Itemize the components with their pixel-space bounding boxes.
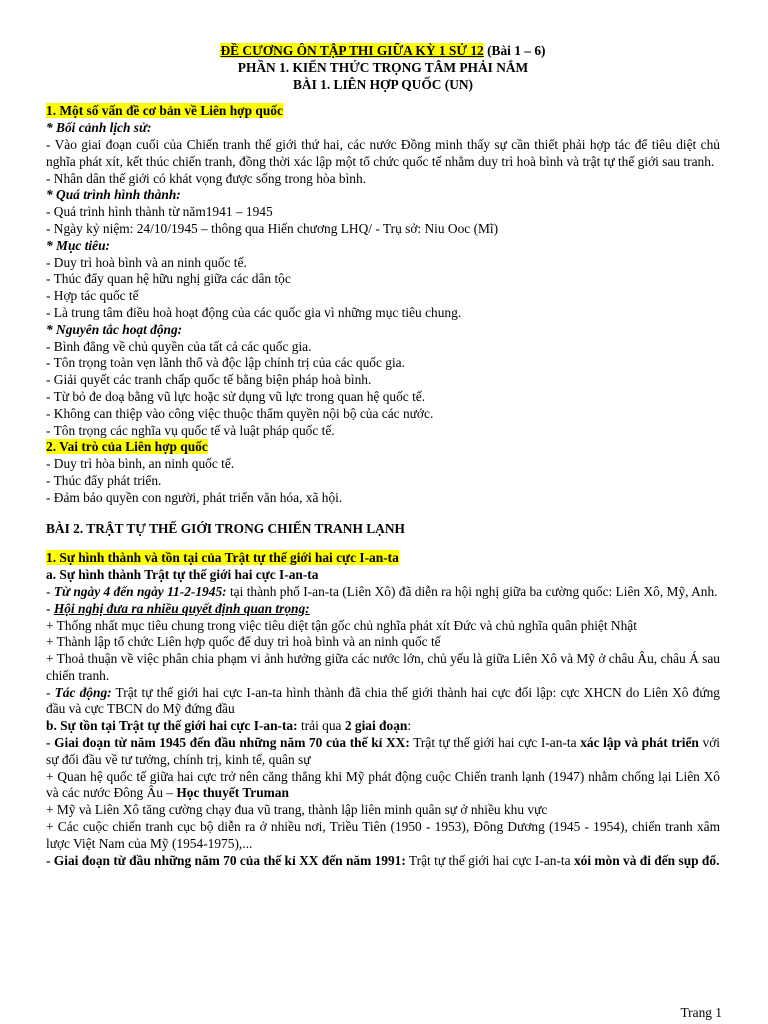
truman-text: + Quan hệ quốc tế giữa hai cực trở nên căng thẳng khi Mỹ phát động cuộc Chiến tranh lạnh (1947) nhằm chống lại Liên Xô và các nước Đông Âu – bbox=[46, 768, 720, 801]
principle-line-5: - Không can thiệp vào công việc thuộc thẩm quyền nội bộ của các nước. bbox=[46, 405, 434, 421]
goal-line-2: - Thúc đẩy quan hệ hữu nghị giữa các dân tộc bbox=[46, 271, 291, 287]
dash: - bbox=[46, 583, 54, 599]
principle-line-6: - Tôn trọng các nghĩa vụ quốc tế và luật pháp quốc tế. bbox=[46, 422, 335, 438]
principle-line-1: - Bình đẳng về chủ quyền của tất cả các quốc gia. bbox=[46, 338, 312, 354]
dash: - bbox=[46, 684, 55, 700]
impact-text: Trật tự thế giới hai cực I-an-ta hình thành đã chia thế giới thành hai cực đối lập: cực XHCN do Liên Xô đứng đầu và cực TBCN do Mỹ đứng đầu bbox=[46, 684, 720, 717]
impact-label: Tác động: bbox=[54, 684, 112, 700]
stage-1-point-3: + Các cuộc chiến tranh cục bộ diễn ra ở nhiều nơi, Triều Tiên (1950 - 1953), Đông Dương (1945 - 1954), chiến tranh xâm lược Việt Nam của Mỹ (1954-1975),... bbox=[46, 819, 720, 851]
doc-title-suffix: (Bài 1 – 6) bbox=[483, 43, 546, 58]
formation-line-1: - Quá trình hình thành từ năm1941 – 1945 bbox=[46, 204, 273, 220]
page-number: Trang 1 bbox=[680, 1005, 722, 1021]
principle-line-3: - Giải quyết các tranh chấp quốc tế bằng biện pháp hoà bình. bbox=[46, 372, 372, 388]
lesson1-title: BÀI 1. LIÊN HỢP QUỐC (UN) bbox=[292, 76, 474, 92]
lesson2-section bbox=[46, 550, 720, 869]
yalta-date: Từ ngày 4 đến ngày 11-2-1945: bbox=[53, 583, 227, 599]
doc-title: ĐỀ CƯƠNG ÔN TẬP THI GIỮA KỲ 1 SỬ 12 bbox=[220, 43, 484, 58]
lesson2-title: BÀI 2. TRẬT TỰ THẾ GIỚI TRONG CHIẾN TRANH LẠNH bbox=[46, 520, 405, 536]
stage-2-line bbox=[46, 853, 720, 870]
section-1-heading: 1. Một số vấn đề cơ bản về Liên hợp quốc bbox=[46, 103, 283, 119]
decision-3: + Thoả thuận về việc phân chia phạm vi ảnh hưởng giữa các nước lớn, chủ yếu là giữa Liên Xô và Mỹ ở châu Âu, châu Á sau chiến tranh. bbox=[46, 651, 720, 683]
goal-line-4: - Là trung tâm điều hoà hoạt động của các quốc gia vì những mục tiêu chung. bbox=[46, 304, 462, 320]
stage-1-point-1 bbox=[46, 769, 720, 803]
colon: : bbox=[407, 718, 412, 734]
stage-1-text: Trật tự thế giới hai cực I-an-ta bbox=[409, 735, 581, 751]
existence-stages: 2 giai đoạn bbox=[344, 718, 408, 734]
stage-1-point-2: + Mỹ và Liên Xô tăng cường chạy đua vũ trang, thành lập liên minh quân sự ở nhiều khu vực bbox=[46, 802, 548, 818]
context-para-1: - Vào giai đoạn cuối của Chiến tranh thế giới thứ hai, các nước Đồng minh thấy sự cần thiết phải hợp tác để tiêu diệt chủ nghĩa phát xít, kết thúc chiến tranh, đồng thời xác lập một tổ chức quốc tế nhằm duy trì hoà bình và trật tự thế giới sau tranh. bbox=[46, 136, 720, 169]
existence-line bbox=[46, 718, 720, 735]
stage-2-label: - Giai đoạn từ đầu những năm 70 của thế kỉ XX đến năm 1991: bbox=[46, 852, 406, 868]
yalta-date-line bbox=[46, 584, 720, 601]
existence-text: trải qua bbox=[297, 718, 345, 734]
principle-line-2: - Tôn trọng toàn vẹn lãnh thổ và độc lập chính trị của các quốc gia. bbox=[46, 355, 405, 371]
decisions-label: Hội nghị đưa ra nhiều quyết định quan trọng: bbox=[53, 600, 310, 616]
decisions-line bbox=[46, 601, 720, 618]
stage-1-text-2: với sự đối đầu về tư tưởng, chính trị, kinh tế, quân sự bbox=[46, 735, 721, 767]
lesson2-heading: 1. Sự hình thành và tồn tại của Trật tự thế giới hai cực I-an-ta bbox=[46, 550, 399, 566]
section-1 bbox=[46, 103, 720, 439]
doc-title-line bbox=[46, 43, 720, 60]
section-2-heading: 2. Vai trò của Liên hợp quốc bbox=[46, 439, 208, 455]
role-line-1: - Duy trì hòa bình, an ninh quốc tế. bbox=[46, 456, 235, 472]
decision-2: + Thành lập tổ chức Liên hợp quốc để duy trì hoà bình và an ninh quốc tế bbox=[46, 634, 441, 650]
truman-doctrine: Học thuyết Truman bbox=[176, 785, 289, 801]
context-para-2: - Nhân dân thế giới có khát vọng được sống trong hòa bình. bbox=[46, 170, 367, 186]
stage-1-label: - Giai đoạn từ năm 1945 đến đầu những năm 70 của thế kỉ XX: bbox=[46, 735, 410, 751]
stage-1-key: xác lập và phát triển bbox=[580, 735, 699, 751]
formation-subtitle: a. Sự hình thành Trật tự thế giới hai cực I-an-ta bbox=[46, 567, 319, 583]
stage-1-line bbox=[46, 735, 720, 769]
goal-line-1: - Duy trì hoà bình và an ninh quốc tế. bbox=[46, 254, 247, 270]
impact-line bbox=[46, 685, 720, 719]
role-line-2: - Thúc đẩy phát triển. bbox=[46, 472, 162, 488]
decision-1: + Thống nhất mục tiêu chung trong việc tiêu diệt tận gốc chủ nghĩa phát xít Đức và chủ nghĩa quân phiệt Nhật bbox=[46, 617, 637, 633]
role-line-3: - Đảm bảo quyền con người, phát triển văn hóa, xã hội. bbox=[46, 489, 343, 505]
stage-2-text: Trật tự thế giới hai cực I-an-ta bbox=[405, 852, 574, 868]
formation-label: * Quá trình hình thành: bbox=[46, 187, 181, 203]
principles-label: * Nguyên tắc hoạt động: bbox=[46, 321, 183, 337]
yalta-date-text: tại thành phố I-an-ta (Liên Xô) đã diễn ra hội nghị giữa ba cường quốc: Liên Xô, Mỹ, Anh. bbox=[226, 583, 718, 599]
goal-line-3: - Hợp tác quốc tế bbox=[46, 288, 139, 304]
section-2 bbox=[46, 439, 720, 506]
existence-subtitle: b. Sự tồn tại Trật tự thế giới hai cực I-an-ta: bbox=[46, 718, 298, 734]
stage-2-key: xói mòn và đi đến sụp đổ. bbox=[573, 852, 720, 868]
part-title: PHẦN 1. KIẾN THỨC TRỌNG TÂM PHẢI NẮM bbox=[237, 59, 529, 75]
formation-line-2: - Ngày kỷ niệm: 24/10/1945 – thông qua Hiến chương LHQ/ - Trụ sở: Niu Ooc (Mĩ) bbox=[46, 220, 499, 236]
dash: - bbox=[46, 600, 54, 616]
context-label: * Bối cảnh lịch sử: bbox=[46, 120, 152, 136]
goals-label: * Mục tiêu: bbox=[46, 237, 110, 253]
principle-line-4: - Từ bỏ đe doạ bằng vũ lực hoặc sử dụng vũ lực trong quan hệ quốc tế. bbox=[46, 388, 426, 404]
